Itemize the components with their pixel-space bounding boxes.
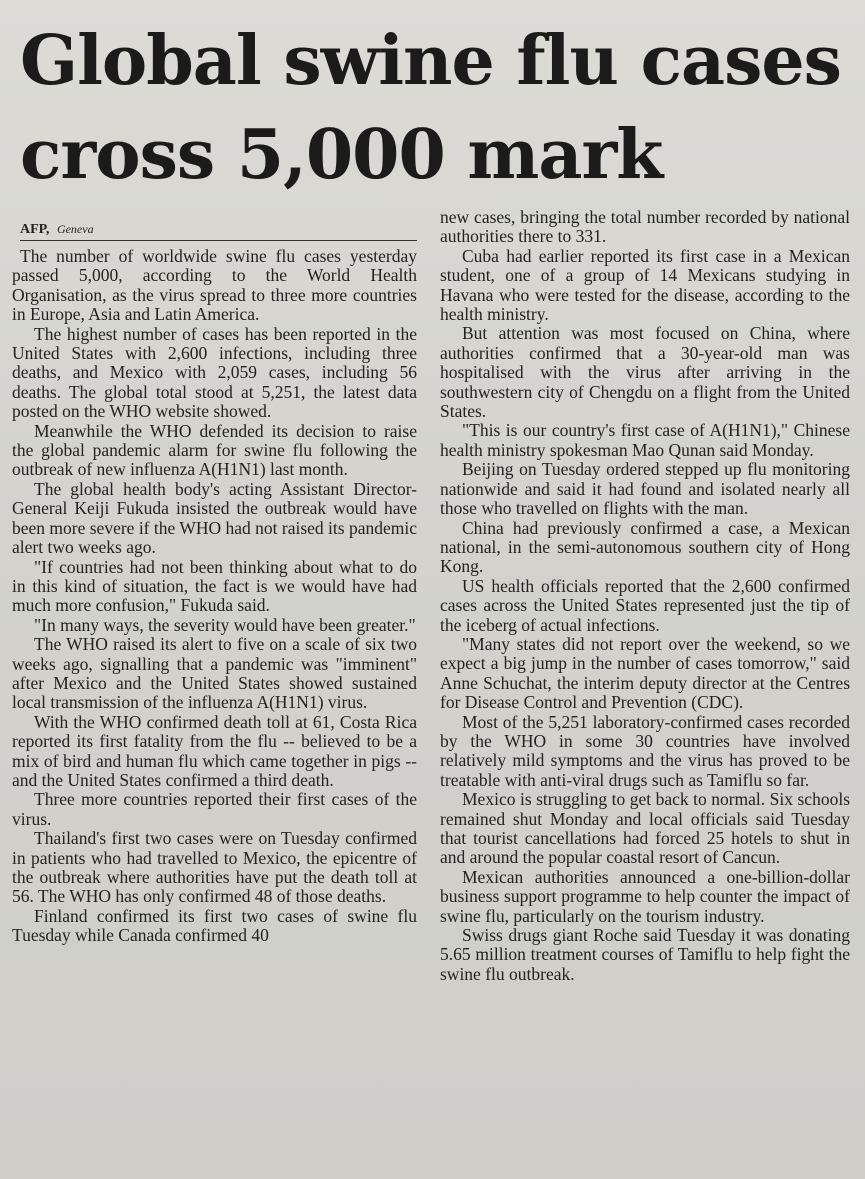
article-column-right: [440, 208, 850, 984]
paragraph: Thailand's first two cases were on Tuesday confirmed in patients who had travelled to Mexico, the epicentre of the outbreak where authorities have put the death toll at 56. The WHO has only confirmed 48 of those deaths.: [12, 828, 417, 907]
paragraph: Meanwhile the WHO defended its decision to raise the global pandemic alarm for swine flu following the outbreak of new influenza A(H1N1) last month.: [12, 420, 417, 480]
paragraph: With the WHO confirmed death toll at 61, Costa Rica reported its first fatality from the flu -- believed to be a mix of bird and human flu which came together in pigs -- and the United States confirmed a third death.: [12, 711, 417, 790]
paragraph: China had previously confirmed a case, a Mexican national, in the semi-autonomous southern city of Hong Kong.: [440, 517, 850, 577]
paragraph: Three more countries reported their first cases of the virus.: [12, 789, 417, 829]
paragraph: The WHO raised its alert to five on a scale of six two weeks ago, signalling that a pandemic was "imminent" after Mexico and the United States showed sustained local transmission of the influenza A(H1N1) virus.: [12, 634, 417, 713]
paragraph: Swiss drugs giant Roche said Tuesday it was donating 5.65 million treatment courses of Tamiflu to help fight the swine flu outbreak.: [440, 925, 850, 984]
paragraph: "If countries had not been thinking about what to do in this kind of situation, the fact is we would have had much more confusion," Fukuda said.: [12, 556, 417, 616]
paragraph: Mexican authorities announced a one-billion-dollar business support programme to help counter the impact of swine flu, particularly on the tourism industry.: [440, 866, 850, 926]
paragraph: The number of worldwide swine flu cases yesterday passed 5,000, according to the World Health Organisation, as the virus spread to three more countries in Europe, Asia and Latin America.: [12, 246, 417, 325]
paragraph: "This is our country's first case of A(H1N1)," Chinese health ministry spokesman Mao Qunan said Monday.: [440, 420, 850, 460]
byline-dateline: Geneva: [56, 222, 94, 236]
paragraph: Finland confirmed its first two cases of swine flu Tuesday while Canada confirmed 40: [12, 905, 417, 946]
paragraph: Mexico is struggling to get back to normal. Six schools remained shut Monday and local officials said Tuesday that tourist cancellations had forced 25 hotels to shut in and around the popular coastal resort of Cancun.: [440, 789, 850, 868]
byline-agency: AFP,: [20, 222, 50, 237]
paragraph: "Many states did not report over the weekend, so we expect a big jump in the number of cases tomorrow," said Anne Schuchat, the interim deputy director at the Centres for Disease Control and Prevention (CDC).: [440, 633, 850, 713]
paragraph-continued: new cases, bringing the total number recorded by national authorities there to 331.: [440, 207, 850, 247]
paragraph: US health officials reported that the 2,600 confirmed cases across the United States represented just the tip of the iceberg of actual infections.: [440, 575, 850, 635]
paragraph: The global health body's acting Assistant Director-General Keiji Fukuda insisted the outbreak would have been more severe if the WHO had not raised its pandemic alert two weeks ago.: [12, 478, 417, 558]
paragraph: Most of the 5,251 laboratory-confirmed cases recorded by the WHO in some 30 countries have involved relatively mild symptoms and the virus has proved to be treatable with anti-viral drugs such as Tamiflu so far.: [440, 711, 850, 790]
paragraph: Beijing on Tuesday ordered stepped up flu monitoring nationwide and said it had found and isolated nearly all those who travelled on flights with the man.: [440, 459, 850, 519]
paragraph: "In many ways, the severity would have been greater.": [34, 614, 416, 635]
paragraph: But attention was most focused on China, where authorities confirmed that a 30-year-old man was hospitalised with the virus after arriving in the southwestern city of Chengdu on a flight from the United States.: [440, 323, 850, 422]
paragraph: Cuba had earlier reported its first case in a Mexican student, one of a group of 14 Mexicans studying in Havana who were tested for the disease, according to the health ministry.: [440, 245, 850, 325]
byline: [20, 212, 417, 241]
headline-line-1: Global swine flu cases: [20, 21, 841, 101]
article-column-left: [12, 212, 417, 946]
paragraph: The highest number of cases has been reported in the United States with 2,600 infections, including three deaths, and Mexico with 2,059 cases, including 56 deaths. The global total stood at 5,251, the latest data posted on the WHO website showed.: [12, 323, 417, 422]
headline-line-2: cross 5,000 mark: [20, 115, 663, 195]
headline: [20, 14, 860, 202]
